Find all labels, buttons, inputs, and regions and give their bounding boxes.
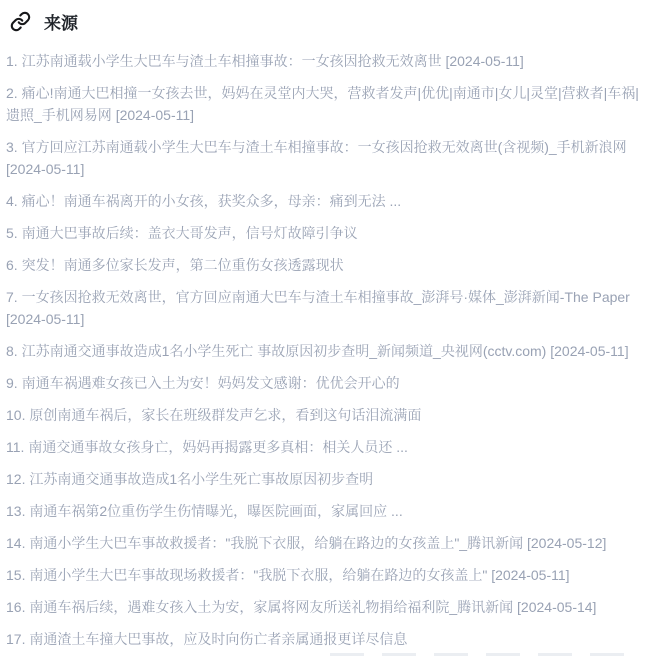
source-title: 江苏南通交通事故造成1名小学生死亡事故原因初步查明 (29, 471, 374, 487)
source-number: 10. (6, 407, 26, 423)
source-item[interactable] (6, 286, 642, 330)
source-number: 6. (6, 257, 18, 273)
sources-title: 来源 (44, 13, 78, 33)
source-date: [2024-05-11] (550, 343, 629, 359)
source-item[interactable] (6, 532, 642, 554)
source-title: 突发！南通多位家长发声，第二位重伤女孩透露现状 (21, 257, 344, 273)
source-item[interactable] (6, 564, 642, 586)
source-number: 5. (6, 225, 18, 241)
source-date: [2024-05-11] (6, 311, 85, 327)
source-title: 南通小学生大巴车事故现场救援者："我脱下衣服，给躺在路边的女孩盖上" (29, 567, 488, 583)
source-number: 13. (6, 503, 26, 519)
source-number: 8. (6, 343, 18, 359)
source-item[interactable] (6, 190, 642, 212)
source-date: [2024-05-14] (517, 599, 597, 615)
source-title: 痛心！南通车祸离开的小女孩，获奖众多，母亲：痛到无法 ... (21, 193, 402, 209)
source-number: 11. (6, 439, 25, 455)
source-title: 南通大巴事故后续：盖衣大哥发声，信号灯故障引争议 (21, 225, 358, 241)
source-title: 南通车祸后续，遇难女孩入土为安，家属将网友所送礼物捐给福利院_腾讯新闻 (29, 599, 514, 615)
source-title: 痛心!南通大巴相撞一女孩去世，妈妈在灵堂内大哭，营救者发声|优优|南通市|女儿|灵堂|营救者|车祸|遗照_手机网易网 (6, 85, 639, 123)
source-title: 原创南通车祸后，家长在班级群发声乞求，看到这句话泪流满面 (29, 407, 422, 423)
source-title: 南通渣土车撞大巴事故，应及时向伤亡者亲属通报更详尽信息 (29, 631, 408, 647)
source-item[interactable] (6, 254, 642, 276)
source-number: 1. (6, 53, 18, 69)
source-date: [2024-05-11] (445, 53, 524, 69)
source-title: 江苏南通载小学生大巴车与渣土车相撞事故：一女孩因抢救无效离世 (21, 53, 442, 69)
source-title: 一女孩因抢救无效离世，官方回应南通大巴车与渣土车相撞事故_澎湃号·媒体_澎湃新闻-The Paper (21, 289, 630, 305)
source-date: [2024-05-11] (6, 161, 85, 177)
source-title: 江苏南通交通事故造成1名小学生死亡 事故原因初步查明_新闻频道_央视网(cctv.com) (21, 343, 547, 359)
source-number: 9. (6, 375, 18, 391)
source-item[interactable] (6, 404, 642, 426)
source-number: 7. (6, 289, 18, 305)
source-number: 12. (6, 471, 26, 487)
source-title: 南通交通事故女孩身亡，妈妈再揭露更多真相：相关人员还 ... (28, 439, 408, 455)
source-title: 南通车祸第2位重伤学生伤情曝光，曝医院画面，家属回应 ... (29, 503, 403, 519)
source-list (0, 50, 646, 650)
source-date: [2024-05-11] (491, 567, 570, 583)
sources-header (0, 0, 646, 32)
source-item[interactable] (6, 468, 642, 490)
source-item[interactable] (6, 436, 642, 458)
source-item[interactable] (6, 628, 642, 650)
source-title: 官方回应江苏南通载小学生大巴车与渣土车相撞事故：一女孩因抢救无效离世(含视频)_手机新浪网 (21, 139, 627, 155)
source-item[interactable] (6, 372, 642, 394)
source-number: 15. (6, 567, 26, 583)
source-item[interactable] (6, 222, 642, 244)
source-title: 南通车祸遇难女孩已入土为安！妈妈发文感谢：优优会开心的 (21, 375, 400, 391)
source-item[interactable] (6, 50, 642, 72)
source-date: [2024-05-11] (115, 107, 195, 123)
source-item[interactable] (6, 596, 642, 618)
source-number: 17. (6, 631, 26, 647)
source-number: 16. (6, 599, 26, 615)
source-date: [2024-05-12] (526, 535, 607, 551)
source-number: 3. (6, 139, 18, 155)
source-number: 2. (6, 85, 18, 101)
link-icon (10, 11, 31, 32)
source-item[interactable] (6, 340, 642, 362)
source-number: 14. (6, 535, 26, 551)
source-item[interactable] (6, 82, 642, 126)
source-number: 4. (6, 193, 18, 209)
source-item[interactable] (6, 500, 642, 522)
clipped-next-row (330, 653, 642, 656)
source-title: 南通小学生大巴车事故救援者："我脱下衣服，给躺在路边的女孩盖上"_腾讯新闻 (29, 535, 524, 551)
source-item[interactable] (6, 136, 642, 180)
